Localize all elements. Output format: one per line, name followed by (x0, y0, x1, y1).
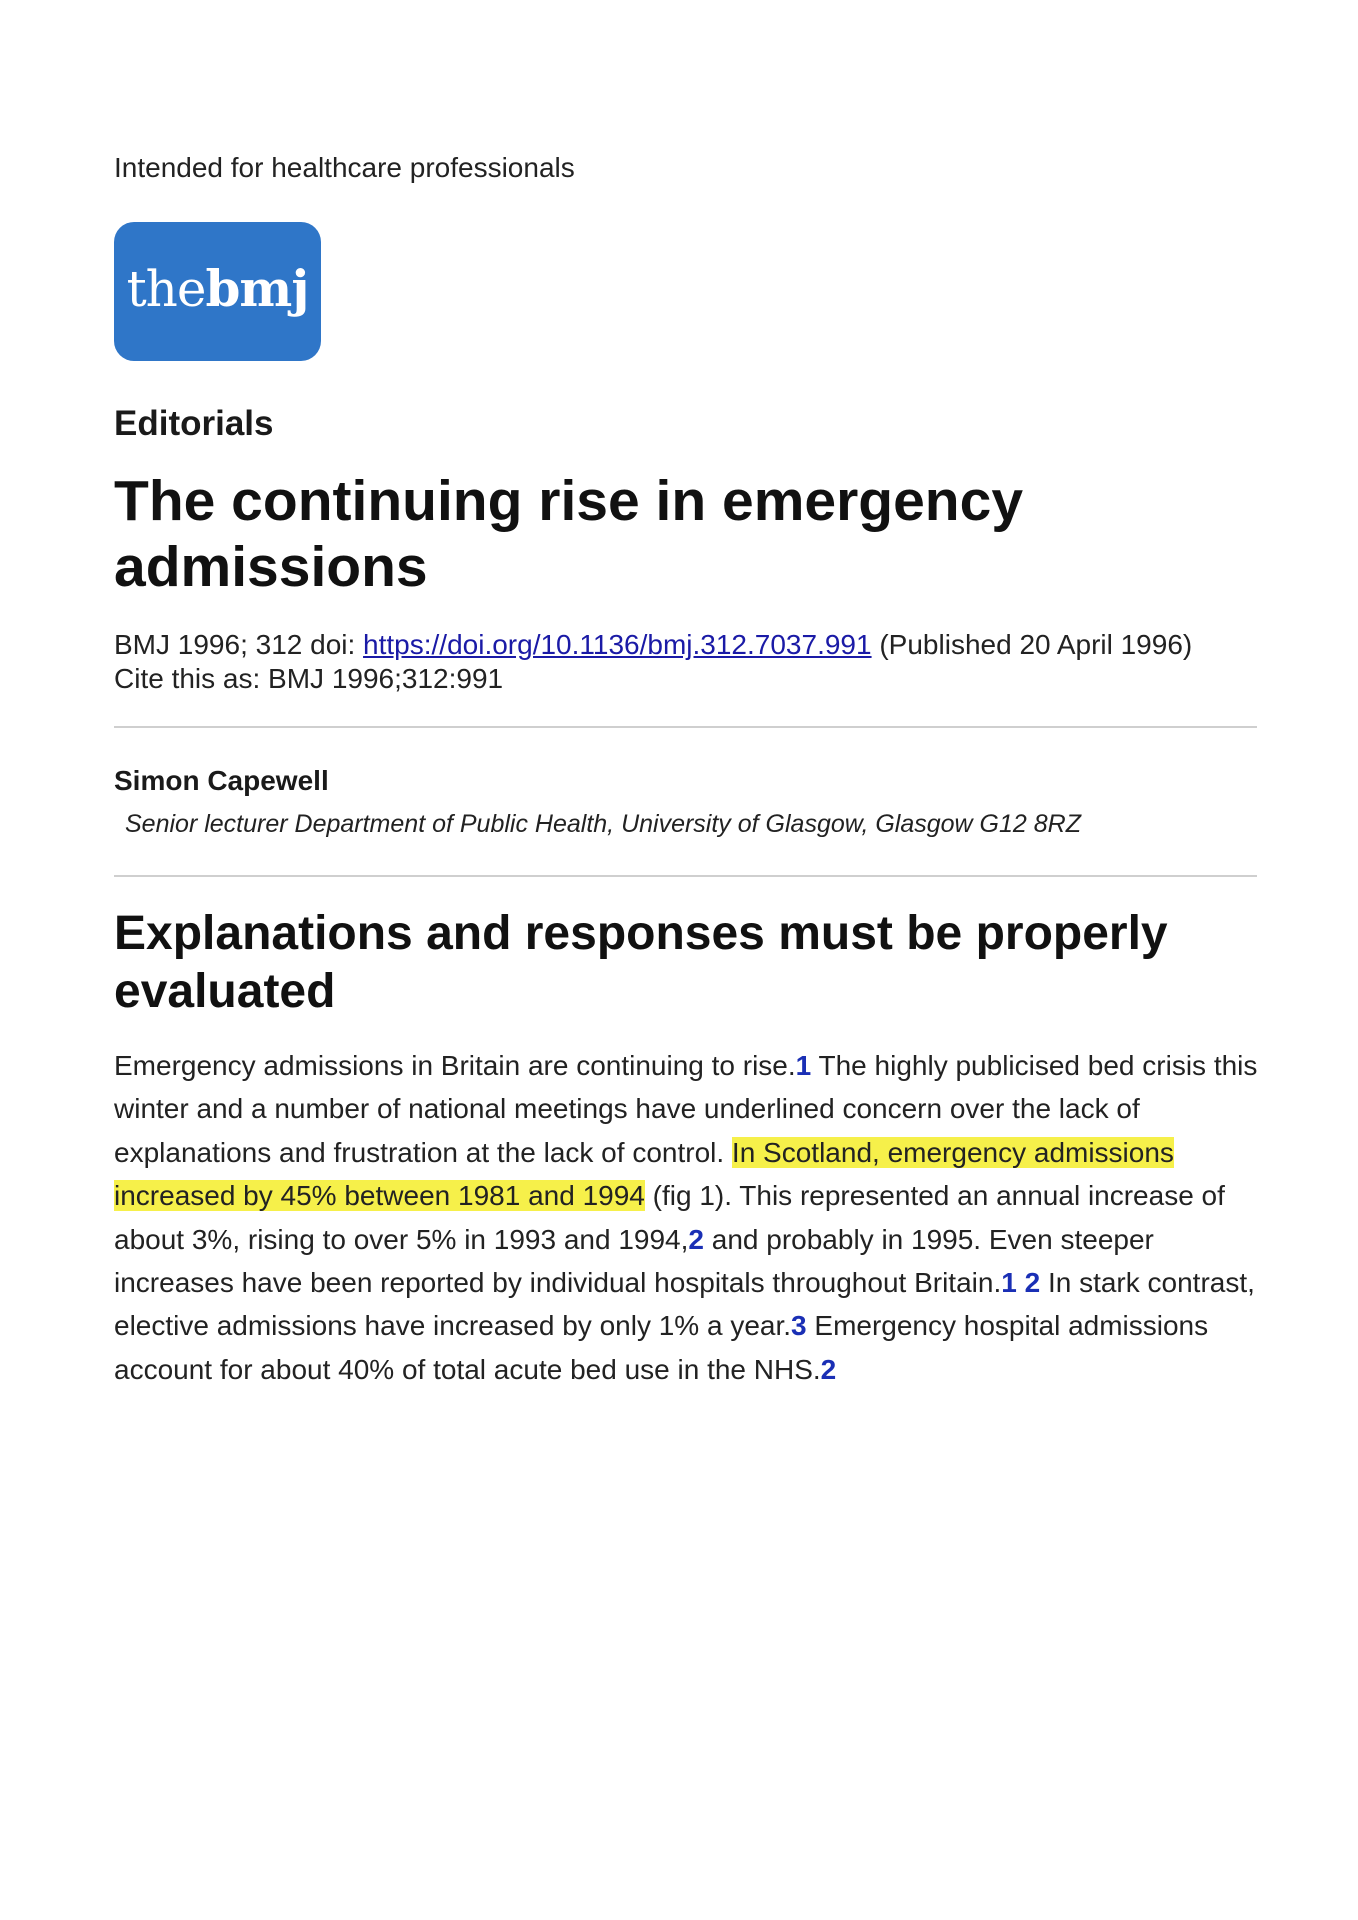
citation-prefix: BMJ 1996; 312 doi: (114, 629, 364, 660)
cite-as: Cite this as: BMJ 1996;312:991 (114, 663, 504, 694)
divider (114, 726, 1257, 728)
reference-link[interactable]: 1 (795, 1050, 812, 1081)
body-text-segment: The highly publicised bed crisis this winter and a number of national meetings have underlined concern over the lack of explanations and frustration at the lack of control. (114, 1050, 1258, 1168)
published-date: (Published 20 April 1996) (871, 629, 1193, 660)
body-paragraph (114, 1044, 1262, 1391)
highlighted-text: In Scotland, emergency admissions increased by 45% between 1981 and 1994 (114, 1136, 1174, 1212)
audience-notice: Intended for healthcare professionals (114, 152, 575, 183)
bmj-logo[interactable] (114, 222, 321, 361)
body-text-segment: Emergency hospital admissions account for about 40% of total acute bed use in the NHS. (114, 1310, 1209, 1385)
logo-the-text: the (126, 259, 206, 318)
doi-link[interactable]: https://doi.org/10.1136/bmj.312.7037.991 (363, 629, 872, 660)
body-text-segment: Emergency admissions in Britain are continuing to rise. (114, 1050, 796, 1081)
reference-link[interactable]: 3 (791, 1310, 807, 1342)
citation-block (114, 628, 1274, 696)
author-affiliation: Senior lecturer Department of Public Health, University of Glasgow, Glasgow G12 8RZ (125, 810, 1081, 838)
reference-link[interactable]: 2 (820, 1353, 837, 1385)
article-subtitle: Explanations and responses must be properly evaluated (114, 907, 1168, 1018)
reference-link[interactable]: 2 (688, 1223, 704, 1255)
divider (114, 875, 1257, 877)
body-text-segment: In stark contrast, elective admissions have increased by only 1% a year. (114, 1267, 1255, 1342)
body-text-segment: (fig 1). This represented an annual increase of about 3%, rising to over 5% in 1993 and 1994, (114, 1180, 1225, 1255)
logo-bmj-text: bmj (205, 259, 309, 318)
body-text-segment: and probably in 1995. Even steeper increases have been reported by individual hospitals throughout Britain. (114, 1223, 1154, 1299)
article-title: The continuing rise in emergency admissions (114, 469, 1024, 599)
reference-link[interactable]: 1 (1001, 1267, 1017, 1299)
section-label: Editorials (114, 404, 274, 443)
reference-link[interactable]: 2 (1024, 1267, 1041, 1299)
author-name: Simon Capewell (114, 765, 329, 796)
